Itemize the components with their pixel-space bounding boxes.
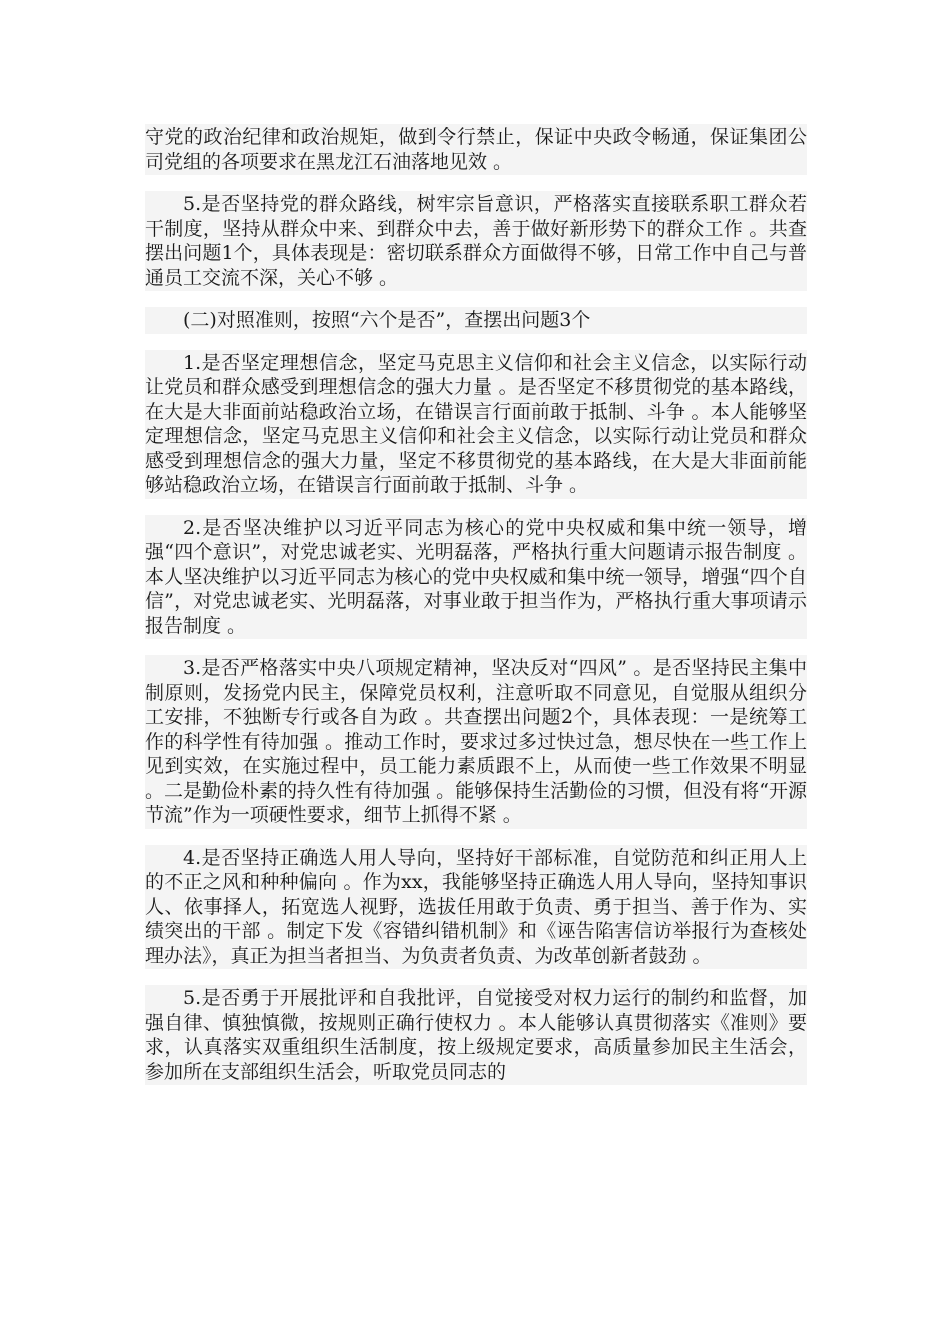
paragraph-item-4-personnel: 4.是否坚持正确选人用人导向，坚持好干部标准，自觉防范和纠正用人上的不正之风和种种偏向 。作为xx，我能够坚持正确选人用人导向，坚持知事识人、依事择人，拓宽选人视野，选拔任用敢于负责、勇于担当、善于作为、实绩突出的干部 。制定下发《容错纠错机制》和《诬告陷害信访举报行为查核处理办法》，真正为担当者担当、为负责者负责、为改革创新者鼓劲 。 <box>145 845 807 970</box>
paragraph-item-1-ideals: 1.是否坚定理想信念，坚定马克思主义信仰和社会主义信念，以实际行动让党员和群众感受到理想信念的强大力量 。是否坚定不移贯彻党的基本路线，在大是大非面前站稳政治立场，在错误言行面前敢于抵制、斗争 。本人能够坚定理想信念，坚定马克思主义信仰和社会主义信念，以实际行动让党员和群众感受到理想信念的强大力量，坚定不移贯彻党的基本路线，在大是大非面前能够站稳政治立场，在错误言行面前敢于抵制、斗争 。 <box>145 350 807 499</box>
paragraph-item-5-criticism: 5.是否勇于开展批评和自我批评，自觉接受对权力运行的制约和监督，加强自律、慎独慎微，按规则正确行使权力 。本人能够认真贯彻落实《准则》要求，认真落实双重组织生活制度，按上级规定要求，高质量参加民主生活会，参加所在支部组织生活会，听取党员同志的 <box>145 985 807 1085</box>
paragraph-item-5-mass-line: 5.是否坚持党的群众路线，树牢宗旨意识，严格落实直接联系职工群众若干制度，坚持从群众中来、到群众中去，善于做好新形势下的群众工作 。共查摆出问题1个，具体表现是：密切联系群众方面做得不够，日常工作中自己与普通员工交流不深，关心不够 。 <box>145 191 807 291</box>
paragraph-continuation: 守党的政治纪律和政治规矩，做到令行禁止，保证中央政令畅通，保证集团公司党组的各项要求在黑龙江石油落地见效 。 <box>145 124 807 175</box>
document-page <box>145 124 807 1101</box>
section-heading-two: (二)对照准则，按照“六个是否”，查摆出问题3个 <box>145 307 807 334</box>
paragraph-item-3-eight-rules: 3.是否严格落实中央八项规定精神，坚决反对“四风” 。是否坚持民主集中制原则，发扬党内民主，保障党员权利，注意听取不同意见，自觉服从组织分工安排，不独断专行或各自为政 。共查摆出问题2个，具体表现：一是统筹工作的科学性有待加强 。推动工作时，要求过多过快过急，想尽快在一些工作上见到实效，在实施过程中，员工能力素质跟不上，从而使一些工作效果不明显 。二是勤俭朴素的持久性有待加强 。能够保持生活勤俭的习惯，但没有将“开源节流”作为一项硬性要求，细节上抓得不紧 。 <box>145 655 807 829</box>
paragraph-item-2-authority: 2.是否坚决维护以习近平同志为核心的党中央权威和集中统一领导，增强“四个意识”，对党忠诚老实、光明磊落，严格执行重大问题请示报告制度 。本人坚决维护以习近平同志为核心的党中央权威和集中统一领导，增强“四个自信”，对党忠诚老实、光明磊落，对事业敢于担当作为，严格执行重大事项请示报告制度 。 <box>145 515 807 640</box>
